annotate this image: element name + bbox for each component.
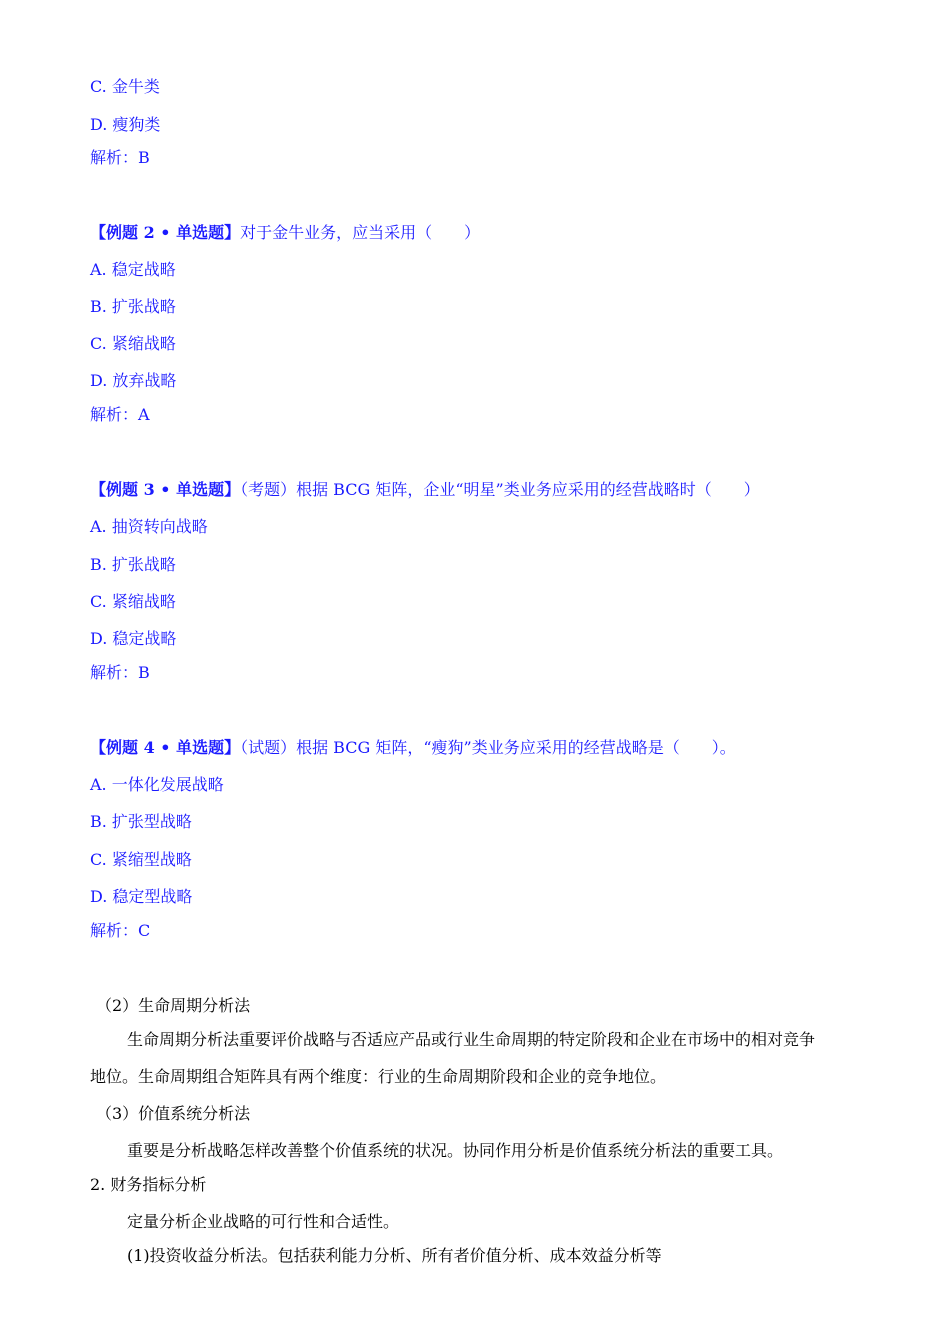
example-4-stem: （试题）根据 BCG 矩阵，“瘦狗”类业务应采用的经营战略是（ ）。 <box>240 738 736 757</box>
example-2-option-a: A. 稳定战略 <box>90 260 176 279</box>
example-4-option-a: A. 一体化发展战略 <box>90 775 224 794</box>
example-4-answer: 解析：C <box>90 921 151 940</box>
example-3-heading <box>90 480 760 500</box>
example-4-heading <box>90 738 736 758</box>
example-3-option-d: D. 稳定战略 <box>90 629 177 648</box>
example-4-option-d: D. 稳定型战略 <box>90 887 193 906</box>
example-3-option-c: C. 紧缩战略 <box>90 592 176 611</box>
example-2-tag: 【例题 2 • 单选题】 <box>90 223 241 242</box>
section-3-paragraph: 重要是分析战略怎样改善整个价值系统的状况。协同作用分析是价值系统分析法的重要工具。 <box>127 1141 784 1160</box>
example-4-tag: 【例题 4 • 单选题】 <box>90 738 241 757</box>
example-4-option-b: B. 扩张型战略 <box>90 812 192 831</box>
example-2-option-c: C. 紧缩战略 <box>90 334 176 353</box>
example-3-answer: 解析：B <box>90 663 150 682</box>
section-2-paragraph-line-2: 地位。生命周期组合矩阵具有两个维度：行业的生命周期阶段和企业的竞争地位。 <box>90 1067 667 1086</box>
example-2-option-d: D. 放弃战略 <box>90 371 177 390</box>
section-2-title: （2）生命周期分析法 <box>96 996 251 1015</box>
example-3-option-b: B. 扩张战略 <box>90 555 176 574</box>
example-4-option-c: C. 紧缩型战略 <box>90 850 192 869</box>
example-2-option-b: B. 扩张战略 <box>90 297 176 316</box>
example-3-tag: 【例题 3 • 单选题】 <box>90 480 241 499</box>
section-3-title: （3）价值系统分析法 <box>96 1104 251 1123</box>
item-2-title: 2. 财务指标分析 <box>90 1175 207 1194</box>
example-2-answer: 解析：A <box>90 405 150 424</box>
q1-answer: 解析：B <box>90 148 150 167</box>
example-3-stem: （考题）根据 BCG 矩阵，企业“明星”类业务应采用的经营战略时（ ） <box>240 480 760 499</box>
item-2-subitem-1: (1)投资收益分析法。包括获利能力分析、所有者价值分析、成本效益分析等 <box>127 1246 662 1265</box>
example-2-stem: 对于金牛业务，应当采用（ ） <box>240 223 481 242</box>
section-2-paragraph-line-1: 生命周期分析法重要评价战略与否适应产品或行业生命周期的特定阶段和企业在市场中的相对竞争 <box>127 1030 816 1049</box>
q1-option-d: D. 瘦狗类 <box>90 115 161 134</box>
q1-option-c: C. 金牛类 <box>90 77 160 96</box>
item-2-paragraph: 定量分析企业战略的可行性和合适性。 <box>127 1212 400 1231</box>
example-2-heading <box>90 223 480 243</box>
example-3-option-a: A. 抽资转向战略 <box>90 517 208 536</box>
